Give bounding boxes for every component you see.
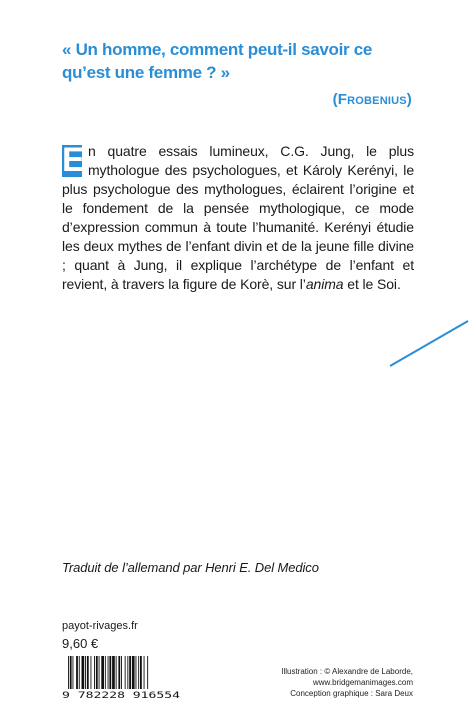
dropcap-letter: E xyxy=(62,141,85,179)
isbn-barcode xyxy=(62,656,180,700)
blurb-italic-word: anima xyxy=(305,276,344,292)
credit-line-website: www.bridgemanimages.com xyxy=(312,678,413,687)
barcode-digits: 9 782228 916554 xyxy=(62,691,180,701)
credit-line-illustration: Illustration : © Alexandre de Laborde, xyxy=(281,667,413,676)
credit-line-design: Conception graphique : Sara Deux xyxy=(290,689,413,698)
publisher-website: payot-rivages.fr xyxy=(62,620,138,632)
epigraph-quote: « Un homme, comment peut-il savoir ce qu’est une femme ? » xyxy=(62,40,373,82)
epigraph-author: (Frobenius) xyxy=(332,91,412,108)
blurb-text-end: et le Soi. xyxy=(343,276,401,292)
barcode-bars xyxy=(68,656,148,689)
price-label: 9,60 € xyxy=(62,636,99,651)
translator-credit: Traduit de l’allemand par Henri E. Del Medico xyxy=(62,560,319,575)
blurb-paragraph xyxy=(62,142,414,294)
decorative-diagonal-line xyxy=(390,320,469,367)
blurb-text-main: n quatre essais lumineux, C.G. Jung, le plus mythologue des psychologues, et Károly Kerényi, le plus psychologue des mythologues, éclairent l’origine et le fondement de la pensée mythologique, ce mode d’expression commun à toute l’humanité. Kerényi étudie les deux mythes de l’enfant divin et de la jeune fille divine ; quant à Jung, il explique l’archétype de l’enfant et revient, à travers la figure de Korè, sur l’ xyxy=(62,143,414,292)
image-credits xyxy=(281,666,413,699)
